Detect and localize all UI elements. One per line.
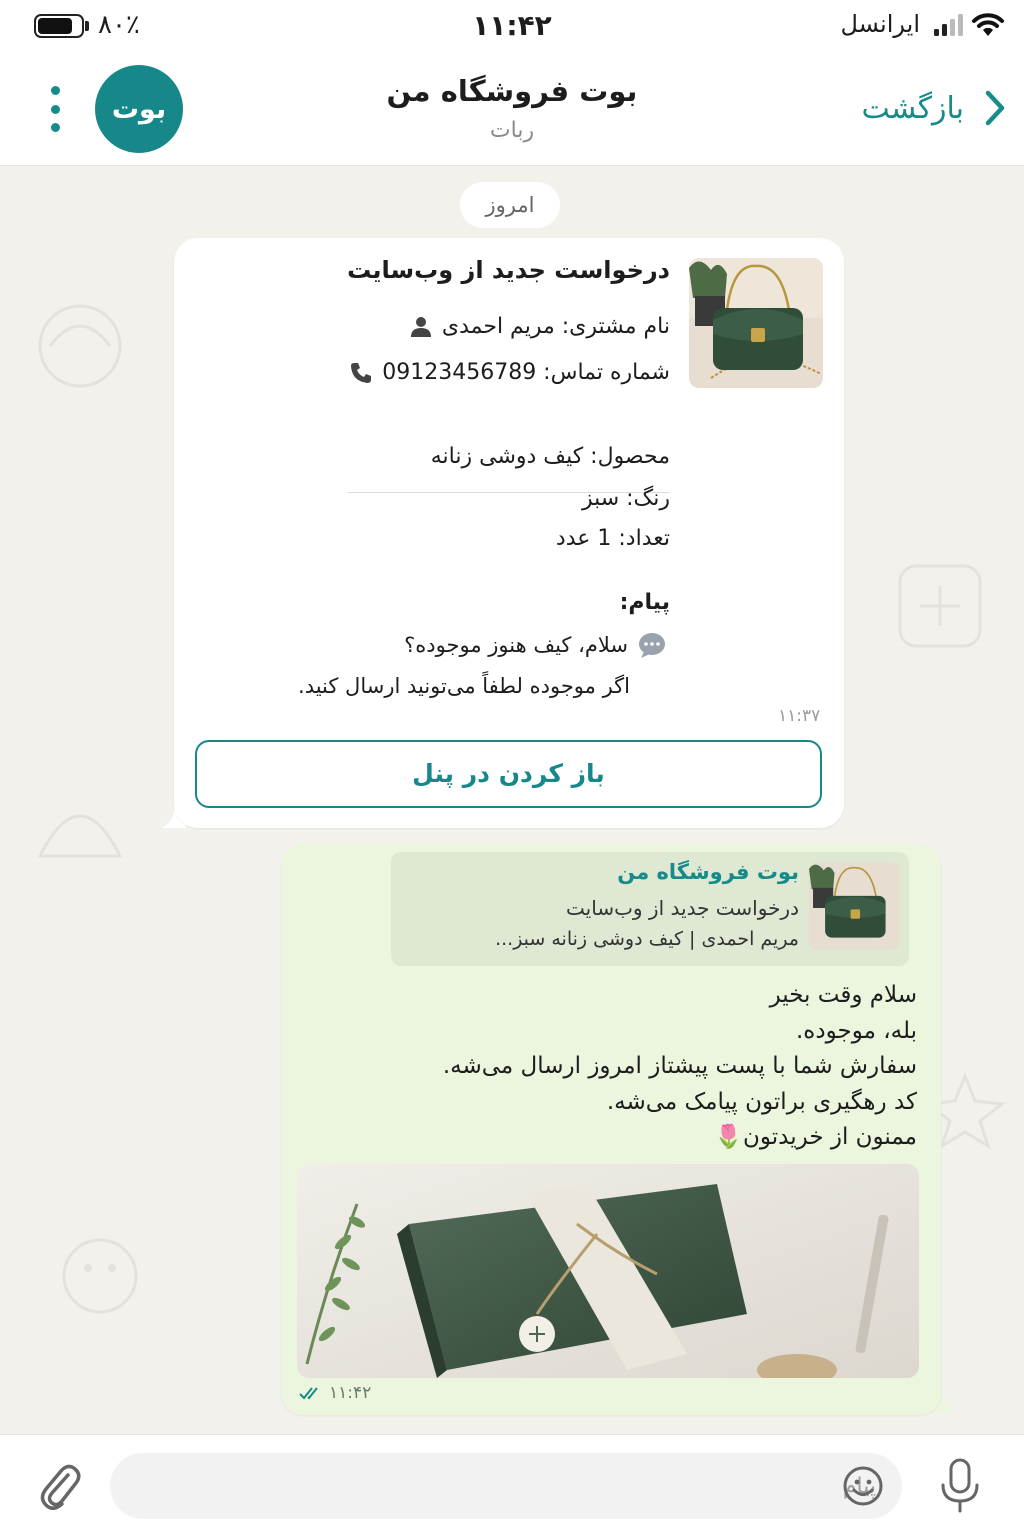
- outgoing-message-bubble[interactable]: [281, 844, 941, 1415]
- message-line-2: [298, 674, 630, 698]
- reply-preview[interactable]: [391, 852, 909, 966]
- double-check-icon: [299, 1385, 325, 1401]
- open-in-panel-button[interactable]: باز کردن در پنل: [195, 740, 822, 808]
- paperclip-icon[interactable]: [38, 1461, 82, 1513]
- message-line: ممنون از خریدتون🌷: [714, 1124, 917, 1150]
- wallpaper-doodle-icon: [20, 286, 140, 406]
- wallpaper-doodle-icon: [880, 546, 1000, 666]
- reply-summary: مریم احمدی | کیف دوشی زنانه سبز...: [495, 928, 799, 950]
- battery-percentage: ۸۰٪: [98, 10, 140, 40]
- incoming-order-card[interactable]: [174, 238, 844, 828]
- customer-name: نام مشتری: مریم احمدی: [441, 314, 670, 339]
- status-bar: [0, 0, 1024, 52]
- product-line: محصول: کیف دوشی زنانه: [430, 444, 670, 469]
- signal-icon: [934, 14, 964, 36]
- phone-number[interactable]: شماره تماس: 09123456789: [382, 360, 670, 385]
- message-line-1: [404, 632, 666, 658]
- message-line: بله، موجوده.: [796, 1017, 917, 1044]
- message-line: سفارش شما با پست پیشتاز امروز ارسال می‌شه.: [442, 1053, 917, 1079]
- microphone-icon[interactable]: [938, 1457, 982, 1515]
- chat-area[interactable]: [0, 166, 1024, 1434]
- date-chip: امروز: [460, 182, 560, 228]
- customer-row: [410, 314, 670, 339]
- message-input[interactable]: [110, 1453, 902, 1519]
- quantity-line: تعداد: 1 عدد: [555, 526, 670, 551]
- message-line: کد رهگیری براتون پیامک می‌شه.: [606, 1088, 917, 1115]
- phone-row: [350, 360, 670, 385]
- user-icon: [410, 316, 432, 338]
- message-line: سلام وقت بخیر: [769, 982, 917, 1008]
- message-time: ۱۱:۳۷: [778, 706, 821, 726]
- composer: [0, 1434, 1024, 1536]
- chat-header: [0, 52, 1024, 166]
- message-text-2: اگر موجوده لطفاً می‌تونید ارسال کنید.: [298, 674, 630, 698]
- green-handbag-image[interactable]: [689, 258, 823, 388]
- emoji-icon[interactable]: [842, 1465, 884, 1507]
- message-time-row: [299, 1383, 371, 1403]
- avatar[interactable]: بوت: [95, 65, 183, 153]
- wifi-icon: [972, 12, 1004, 38]
- chevron-right-icon: [984, 90, 1006, 126]
- wallpaper-doodle-icon: [40, 1216, 160, 1336]
- phone-icon: [350, 362, 372, 384]
- message-time: ۱۱:۴۲: [329, 1383, 372, 1403]
- chat-title: بوت فروشگاه من: [386, 74, 638, 108]
- back-label: بازگشت: [861, 90, 964, 126]
- carrier-name: ایرانسل: [840, 10, 920, 38]
- status-time: ۱۱:۴۲: [472, 9, 552, 42]
- message-heading: پیام:: [619, 590, 670, 615]
- green-handbag-image: [809, 862, 899, 950]
- reply-title: درخواست جدید از وب‌سایت: [566, 896, 799, 920]
- back-button[interactable]: [806, 72, 1006, 144]
- card-title: درخواست جدید از وب‌سایت: [347, 256, 670, 284]
- color-line: رنگ: سبز: [581, 486, 670, 511]
- message-body: [337, 978, 917, 1156]
- speech-bubble-icon: [638, 632, 666, 658]
- more-vertical-icon[interactable]: [40, 86, 70, 132]
- chat-subtitle: ربات: [489, 118, 535, 143]
- chat-title-block[interactable]: [262, 74, 762, 143]
- wallpaper-doodle-icon: [20, 766, 140, 886]
- green-wrapped-gift-package-image[interactable]: [297, 1164, 919, 1378]
- message-text-1: سلام، کیف هنوز موجوده؟: [404, 633, 628, 657]
- reply-sender-name: بوت فروشگاه من: [617, 860, 799, 884]
